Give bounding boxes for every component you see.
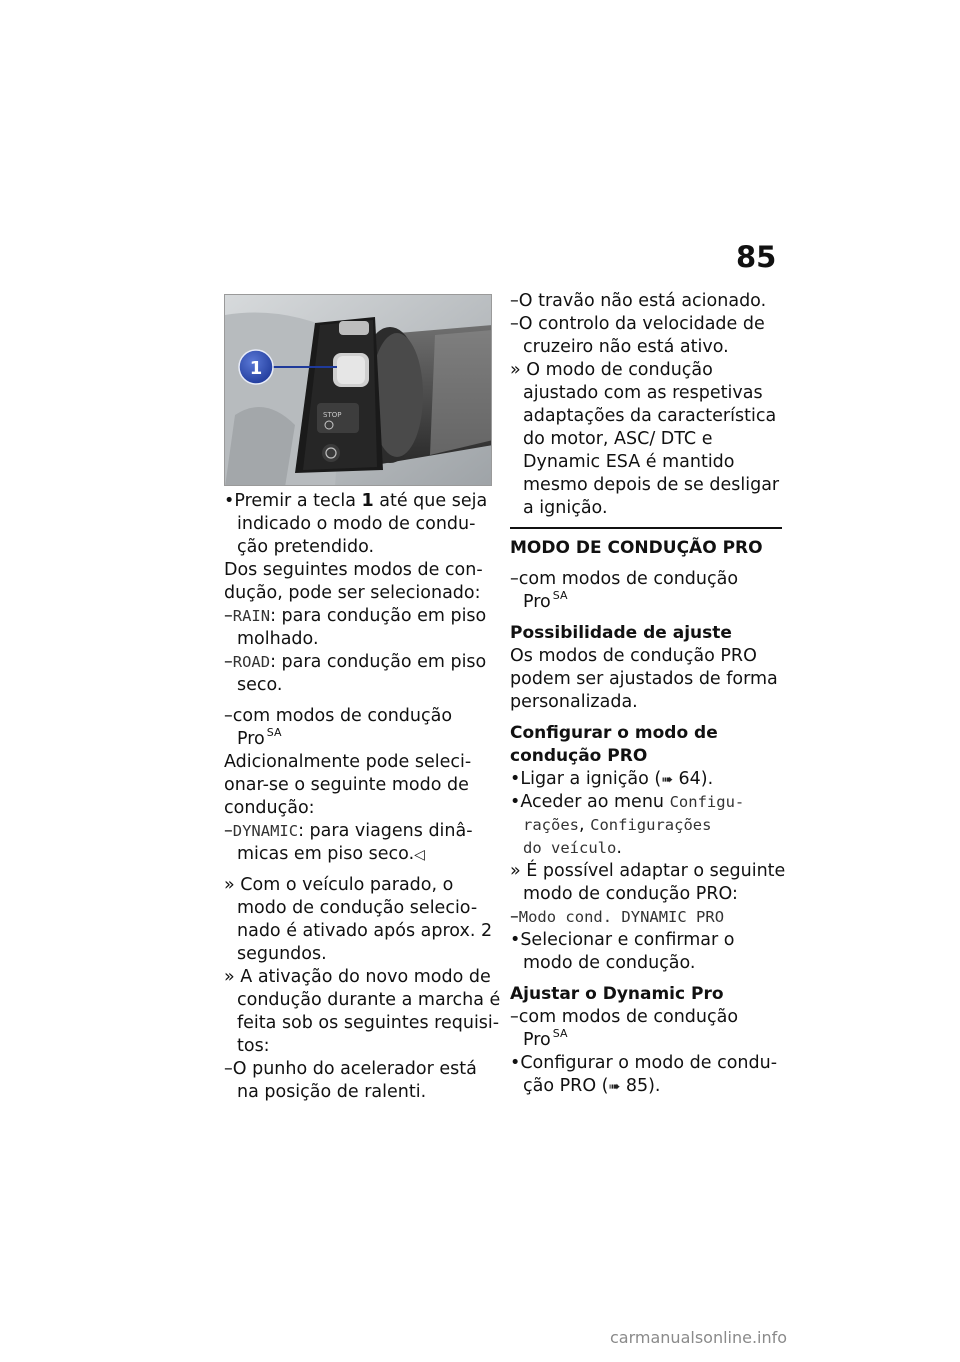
text-line: Dos seguintes modos de con-: [224, 560, 483, 580]
text-line: ção PRO (➠ 85).: [523, 1076, 661, 1096]
page-ref[interactable]: 64: [678, 769, 701, 789]
text-line: molhado.: [237, 629, 319, 649]
bullet-ignition: •Ligar a ignição (➠ 64).: [510, 769, 714, 789]
text-line: seco.: [237, 675, 283, 695]
end-triangle-icon: ◁: [414, 847, 425, 863]
watermark: carmanualsonline.info: [610, 1328, 788, 1347]
bullet-menu: •Aceder ao menu Configu-: [510, 792, 745, 812]
text-line: personalizada.: [510, 692, 638, 712]
page-ref[interactable]: 85: [625, 1076, 649, 1096]
result-3: » O modo de condução: [510, 360, 713, 380]
option-pro: –com modos de condução: [510, 569, 739, 589]
text-line: nado é ativado após aprox. 2: [237, 921, 493, 941]
text-line: modo de condução PRO:: [523, 884, 738, 904]
text-line: podem ser ajustados de forma: [510, 669, 778, 689]
option-pro: –com modos de condução: [510, 1007, 739, 1027]
condition-throttle: –O punho do acelerador está: [224, 1059, 477, 1079]
bullet-configure: •Configurar o modo de condu-: [510, 1053, 778, 1073]
page-number: 85: [736, 240, 777, 274]
page-ref-arrow-icon: ➠: [608, 1079, 621, 1095]
section-title: MODO DE CONDUÇÃO PRO: [510, 538, 763, 558]
option-pro-sa: Pro $^{SA}$: [237, 726, 282, 749]
mode-dynamic: –DYNAMIC: para viagens dinâ-: [224, 821, 473, 841]
text-line: segundos.: [237, 944, 327, 964]
text-line: modo de condução selecio-: [237, 898, 478, 918]
heading-adjust: Possibilidade de ajuste: [510, 623, 732, 643]
text-line: ção pretendido.: [237, 537, 375, 557]
text-line: Adicionalmente pode seleci-: [224, 752, 472, 772]
menu-path: rações, Configurações: [523, 815, 712, 835]
condition-cruise: –O controlo da velocidade de: [510, 314, 765, 334]
option-pro-sa: Pro $^{SA}$: [523, 1027, 568, 1050]
text-line: tos:: [237, 1036, 270, 1056]
menu-path: do veículo.: [523, 838, 622, 858]
text-line: ajustado com as respetivas: [523, 383, 763, 403]
text-line: feita sob os seguintes requisi-: [237, 1013, 500, 1033]
text-line: Dynamic ESA é mantido: [523, 452, 735, 472]
left-column: [224, 490, 501, 1104]
text-line: cruzeiro não está ativo.: [523, 337, 729, 357]
text-line: onar-se o seguinte modo de: [224, 775, 469, 795]
result-4: » É possível adaptar o seguinte: [510, 861, 786, 881]
text-line: do motor, ASC/ DTC e: [523, 429, 713, 449]
text-line: adaptações da característica: [523, 406, 777, 426]
text-line: Os modos de condução PRO: [510, 646, 757, 666]
handlebar-switch-photo: [224, 294, 492, 486]
mode-road: –ROAD: para condução em piso: [224, 652, 487, 672]
bullet-press-key: •Premir a tecla 1 até que seja: [224, 491, 488, 511]
section-divider: [510, 527, 782, 529]
text-line: micas em piso seco.◁: [237, 844, 425, 864]
text-line: condução:: [224, 798, 315, 818]
text-line: na posição de ralenti.: [237, 1082, 427, 1102]
bullet-select: •Selecionar e confirmar o: [510, 930, 735, 950]
text-line: modo de condução.: [523, 953, 696, 973]
text-line: a ignição.: [523, 498, 608, 518]
mode-rain: –RAIN: para condução em piso: [224, 606, 487, 626]
switch-illustration: [225, 295, 492, 486]
condition-brake: –O travão não está acionado.: [510, 291, 767, 311]
heading-configure: condução PRO: [510, 746, 648, 766]
callout-1: 1: [249, 358, 263, 379]
text-line: mesmo depois de se desligar: [523, 475, 780, 495]
result-1: » Com o veículo parado, o: [224, 875, 454, 895]
result-2: » A ativação do novo modo de: [224, 967, 491, 987]
option-pro-sa: Pro $^{SA}$: [523, 589, 568, 612]
text-line: indicado o modo de condu-: [237, 514, 476, 534]
text-line: dução, pode ser selecionado:: [224, 583, 481, 603]
option-pro: –com modos de condução: [224, 706, 453, 726]
stop-label: STOP: [323, 411, 342, 419]
heading-dynamic-pro: Ajustar o Dynamic Pro: [510, 984, 724, 1004]
text-line: condução durante a marcha é: [237, 990, 501, 1010]
page-ref-arrow-icon: ➠: [661, 772, 673, 788]
heading-configure: Configurar o modo de: [510, 723, 718, 743]
right-column: [510, 290, 786, 1098]
mode-dynamic-pro: –Modo cond. DYNAMIC PRO: [510, 907, 725, 927]
